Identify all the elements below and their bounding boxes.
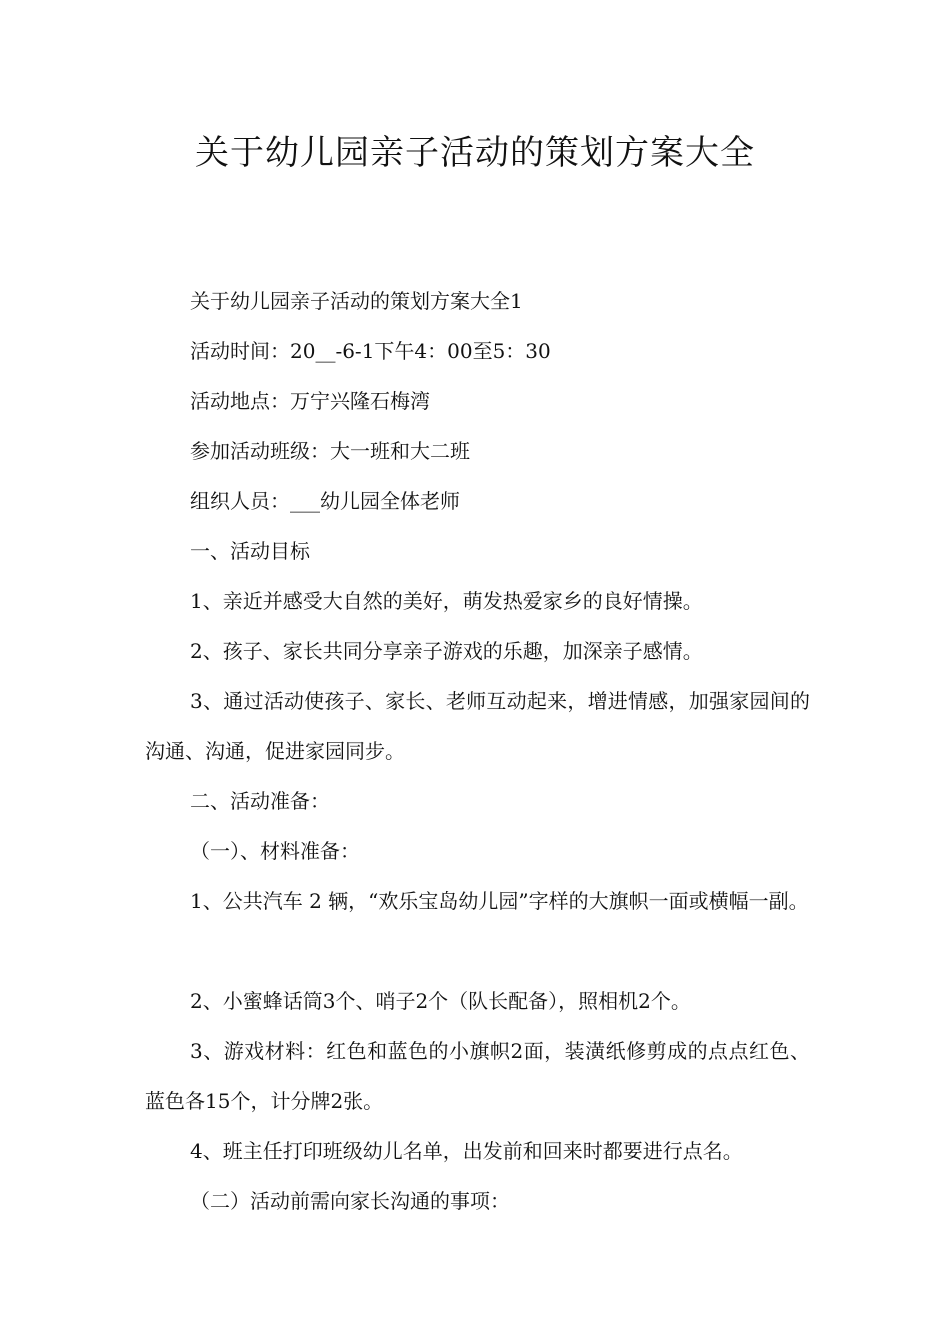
material-item: 4、班主任打印班级幼儿名单，出发前和回来时都要进行点名。 bbox=[190, 1139, 743, 1163]
subheading-parent-communication: （二）活动前需向家长沟通的事项： bbox=[190, 1189, 510, 1213]
organizers: 组织人员：___幼儿园全体老师 bbox=[190, 489, 460, 513]
goal-item: 2、孩子、家长共同分享亲子游戏的乐趣，加深亲子感情。 bbox=[190, 639, 703, 663]
material-item: 2、小蜜蜂话筒3个、哨子2个（队长配备），照相机2个。 bbox=[190, 989, 691, 1013]
goal-item: 3、通过活动使孩子、家长、老师互动起来，增进情感，加强家园间的沟通、沟通，促进家园同步。 bbox=[145, 689, 810, 763]
material-item: 1、公共汽车 2 辆，“欢乐宝岛幼儿园”字样的大旗帜一面或横幅一副。 bbox=[190, 889, 809, 913]
heading-goals: 一、活动目标 bbox=[190, 539, 310, 563]
subheading-materials: （一）、材料准备： bbox=[190, 839, 360, 863]
heading-preparation: 二、活动准备： bbox=[190, 789, 330, 813]
activity-time: 活动时间：20__-6-1下午4：00至5：30 bbox=[190, 339, 551, 363]
activity-location: 活动地点：万宁兴隆石梅湾 bbox=[190, 389, 430, 413]
participating-classes: 参加活动班级：大一班和大二班 bbox=[190, 439, 470, 463]
goal-item: 1、亲近并感受大自然的美好，萌发热爱家乡的良好情操。 bbox=[190, 589, 703, 613]
document-title: 关于幼儿园亲子活动的策划方案大全 bbox=[195, 133, 755, 173]
section-heading: 关于幼儿园亲子活动的策划方案大全1 bbox=[190, 289, 523, 313]
material-item: 3、游戏材料：红色和蓝色的小旗帜2面，装潢纸修剪成的点点红色、蓝色各15个，计分牌2张。 bbox=[145, 1039, 810, 1113]
